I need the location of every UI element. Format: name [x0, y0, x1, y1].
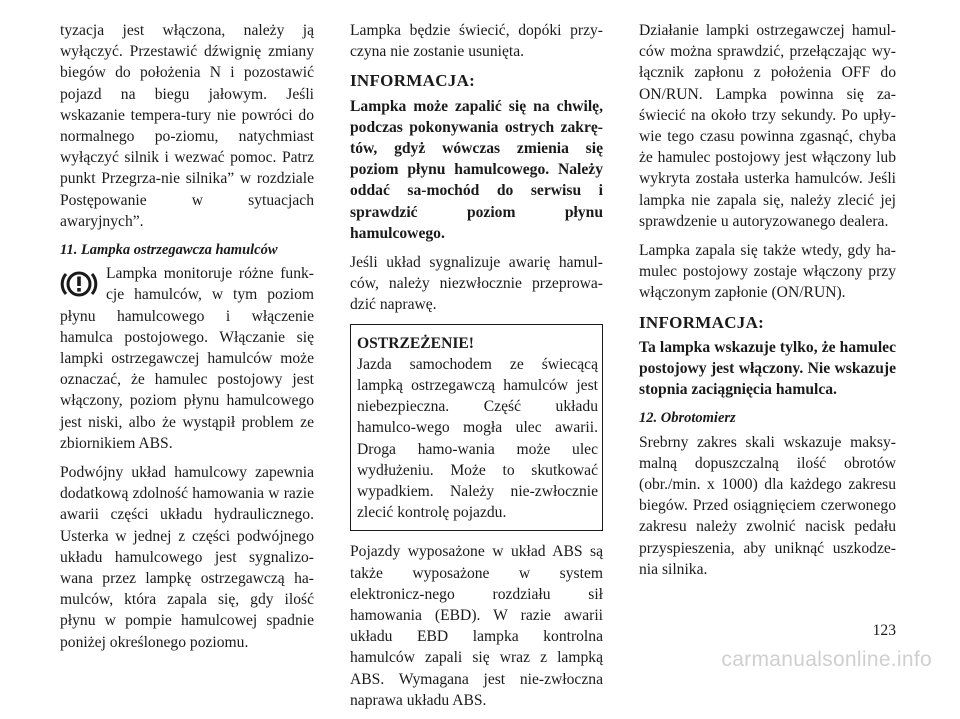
- info-text: Lampka może zapalić się na chwilę, podczas pokonywania ostrych zakrę-tów, gdyż wówczas zmienia się poziom płynu hamulcowego. Należy oddać sa-mochód do serwisu i sprawdzić poziom płynu hamulcowego.: [350, 97, 603, 242]
- info-text: Ta lampka wskazuje tylko, że hamulec postojowy jest włączony. Nie wskazuje stopnia zaciągnięcia hamulca.: [639, 338, 896, 399]
- item-11-text: [60, 263, 314, 454]
- paragraph: Podwójny układ hamulcowy zapewnia dodatkową zdolność hamowania w razie awarii części układu hydraulicznego. Usterka w jednej z części podwójnego układu hamulcowego jest sygnalizo-wana przez lampkę ostrzegawczą ha-mulców, która zapala się, gdy ilość płynu w pompie hamulcowej spadnie poniżej określonego poziomu.: [60, 464, 314, 651]
- info-heading: INFORMACJA:: [350, 71, 476, 91]
- warning-text: Jazda samochodem ze świecącą lampką ostrzegawczą hamulców jest niebezpieczna. Część układu hamulco-wego mogła ulec awarii. Droga hamo-wania może ulec wydłużeniu. Może to skutkować wypadkiem. Należy nie-zwłocznie zlecić kontrolę pojazdu.: [357, 355, 598, 522]
- paragraph: tyzacja jest włączona, należy ją wyłączyć. Przestawić dźwignię zmiany biegów do położenia N i pozostawić pojazd na biegu jałowym. Jeśli wskazanie tempera-tury nie powróci do normalnego po-ziomu, natychmiast wyłączyć silnik i wezwać pomoc. Patrz punkt Przegrza-nie silnika” w rozdziale Postępowanie w sytuacjach awaryjnych”.: [60, 22, 314, 230]
- column-2: [350, 20, 603, 719]
- item-11-body: Lampka monitoruje różne funk-cje hamulców, w tym poziom płynu hamulcowego i włączenie hamulca postojowego. Włączanie się lampki ostrzegawczej hamulców może oznaczać, że hamulec postojowy jest włączony, poziom płynu hamulcowego jest niski, albo że wystąpił problem ze zbiornikiem ABS.: [60, 265, 314, 452]
- item-11-heading: 11. Lampka ostrzegawcza hamulców: [60, 242, 278, 259]
- item-12-heading: 12. Obrotomierz: [639, 410, 736, 427]
- column-1: [60, 20, 314, 661]
- paragraph: Działanie lampki ostrzegawczej hamul-ców można sprawdzić, przełączając wy-łącznik zapłonu z położenia OFF do ON/RUN. Lampka powinna się za-świecić na około trzy sekundy. Po upły-wie tego czasu powinna zgasnąć, chyba że hamulec postojowy jest włączony lub wykryta została usterka hamulców. Jeśli lampka nie zapala się, należy zlecić jej sprawdzenie u autoryzowanego dealera.: [639, 22, 896, 230]
- column-3: [639, 20, 896, 588]
- warning-title: OSTRZEŻENIE!: [357, 334, 474, 352]
- warning-box: [350, 324, 603, 532]
- paragraph: Pojazdy wyposażone w układ ABS są także wyposażone w system elektronicz-nego rozdziału sił hamowania (EBD). W razie awarii układu EBD lampka kontrolna hamulców zapali się wraz z lampką ABS. Wymagana jest nie-zwłoczna naprawa układu ABS.: [350, 543, 603, 709]
- page-number: 123: [872, 622, 896, 639]
- watermark: carmanualsonline.info: [721, 648, 932, 671]
- info-heading: INFORMACJA:: [639, 312, 765, 332]
- paragraph: Lampka będzie świecić, dopóki przy-czyna nie zostanie usunięta.: [350, 22, 603, 61]
- item-12-text: Srebrny zakres skali wskazuje maksy-malną dopuszczalną ilość obrotów (obr./min. x 1000) dla każdego zakresu biegów. Przed osiągnięciem czerwonego zakresu należy zwolnić nacisk pedału przyspieszenia, aby uniknąć uszkodze-nia silnika.: [639, 433, 896, 578]
- paragraph: Jeśli układ sygnalizuje awarię hamul-ców, należy niezwłocznie przeprowa-dzić naprawę.: [350, 254, 603, 314]
- paragraph: Lampka zapala się także wtedy, gdy ha-mulec postojowy zostaje włączony przy włączonym zapłonie (ON/RUN).: [639, 242, 896, 302]
- brake-warning-icon: [60, 265, 98, 303]
